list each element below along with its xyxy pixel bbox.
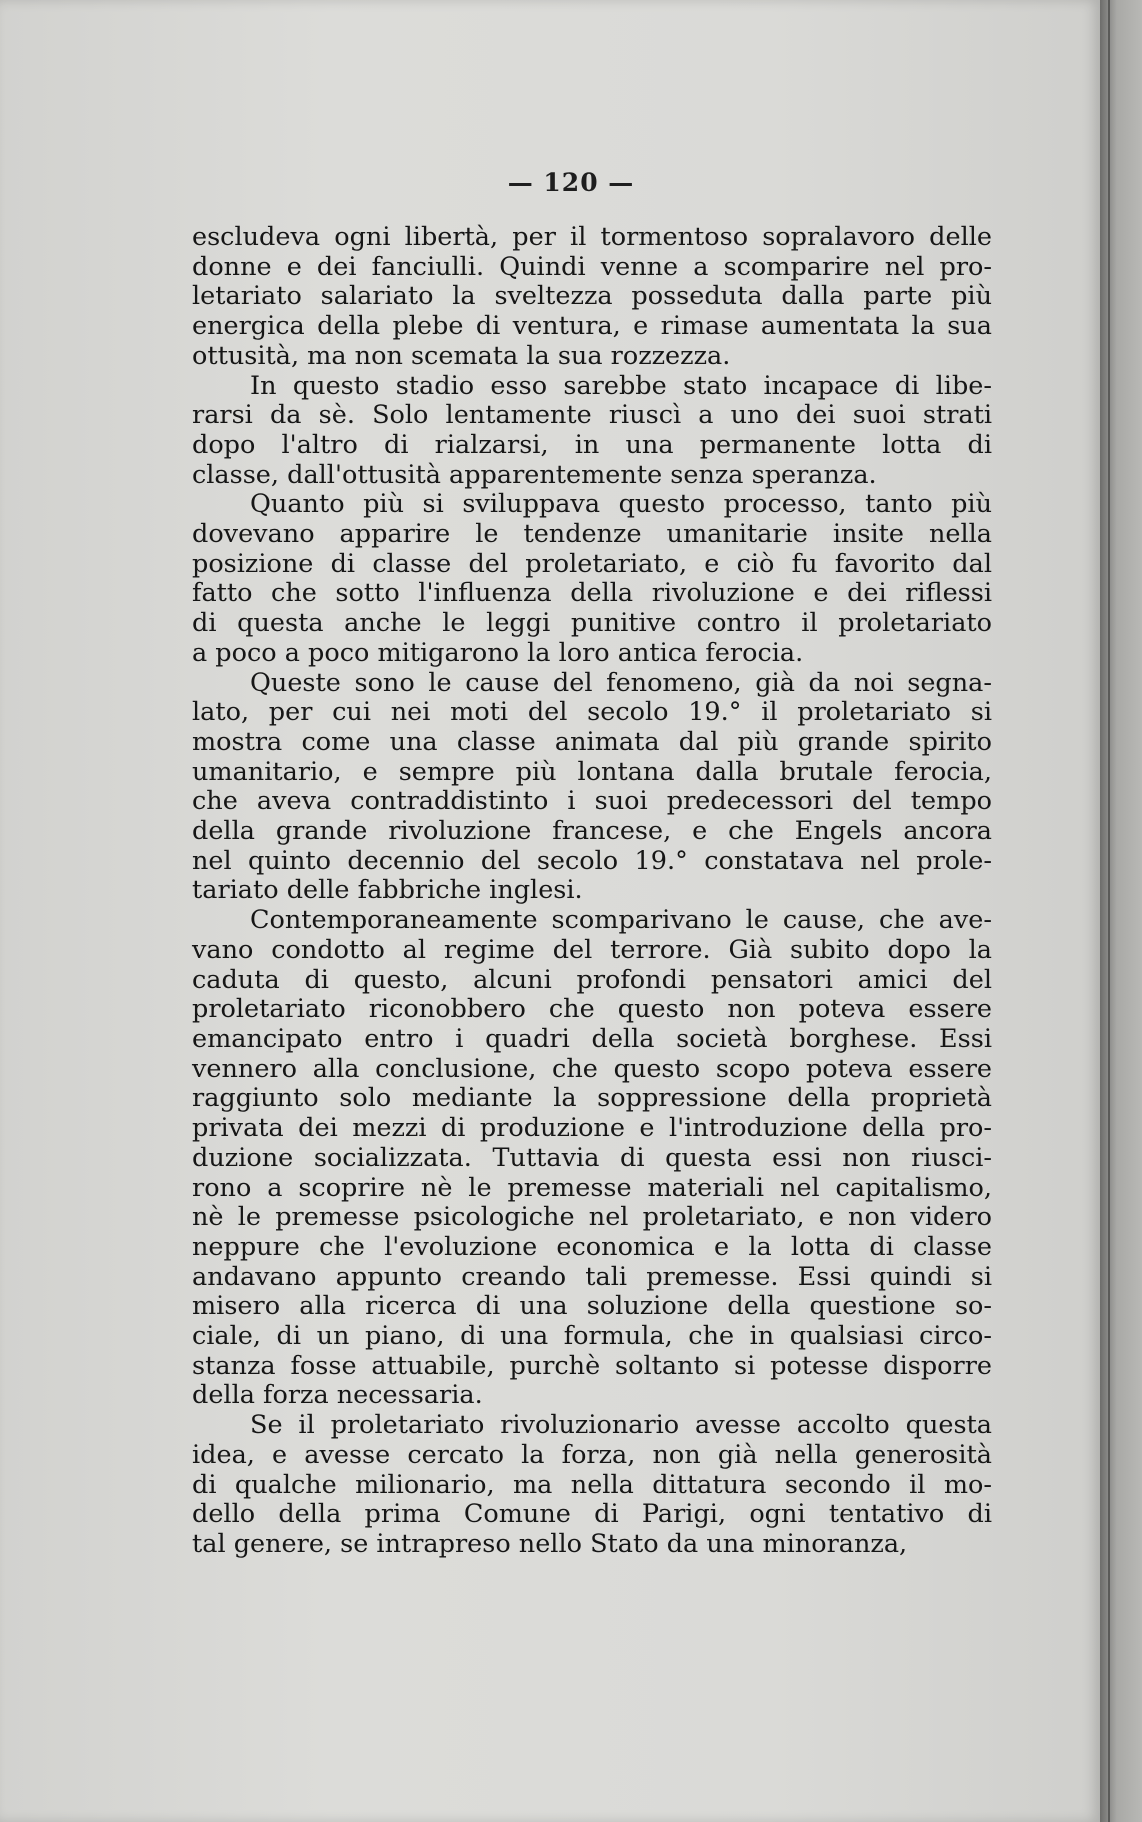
text-line: a poco a poco mitigarono la loro antica ferocia. [192,637,804,668]
text-line: proletariato riconobbero che questo non poteva essere [192,994,992,1025]
text-line: letariato salariato la sveltezza posseduta dalla parte più [192,281,992,312]
text-line: che aveva contraddistinto i suoi predecessori del tempo [192,786,992,817]
text-line: idea, e avesse cercato la forza, non già nella generosità [192,1439,992,1470]
text-line: escludeva ogni libertà, per il tormentoso sopralavoro delle [192,222,992,252]
text-line: della grande rivoluzione francese, e che Engels ancora [192,816,992,847]
text-line: Quanto più si sviluppava questo processo, tanto più [250,489,992,520]
text-line: stanza fosse attuabile, purchè soltanto si potesse disporre [192,1350,992,1381]
text-line: Contemporaneamente scomparivano le cause, che ave- [250,905,992,936]
page-number: — 120 — [507,168,635,197]
text-line: umanitario, e sempre più lontana dalla brutale ferocia, [192,756,992,787]
text-line: donne e dei fanciulli. Quindi venne a scomparire nel pro- [192,251,992,282]
page-edge-line [1108,0,1110,1822]
text-line: tal genere, se intrapreso nello Stato da una minoranza, [192,1528,908,1559]
text-line: fatto che sotto l'influenza della rivoluzione e dei riflessi [192,578,992,609]
paragraph [192,223,992,372]
text-line: rono a scoprire nè le premesse materiali nel capitalismo, [192,1172,992,1203]
text-line: Se il proletariato rivoluzionario avesse accolto questa [250,1410,992,1441]
text-line: rarsi da sè. Solo lentamente riuscì a uno dei suoi strati [192,400,992,431]
text-line: raggiunto solo mediante la soppressione della proprietà [192,1083,992,1114]
text-line: posizione di classe del proletariato, e ciò fu favorito dal [192,548,992,579]
text-line: ciale, di un piano, di una formula, che in qualsiasi circo- [192,1321,992,1352]
body-text [192,223,992,1560]
text-line: Queste sono le cause del fenomeno, già da noi segna- [250,667,992,698]
text-line: caduta di questo, alcuni profondi pensatori amici del [192,964,992,995]
text-line: energica della plebe di ventura, e rimase aumentata la sua [192,311,992,342]
text-line: dovevano apparire le tendenze umanitarie insite nella [192,519,992,550]
text-line: lato, per cui nei moti del secolo 19.° il proletariato si [192,697,992,728]
text-line: della forza necessaria. [192,1380,483,1411]
text-line: vano condotto al regime del terrore. Già subito dopo la [192,934,992,965]
paragraph [192,372,992,491]
page-edge [1100,0,1142,1822]
text-line: nè le premesse psicologiche nel proletariato, e non videro [192,1202,992,1233]
text-line: ottusità, ma non scemata la sua rozzezza. [192,340,731,371]
text-line: vennero alla conclusione, che questo scopo poteva essere [192,1053,992,1084]
text-line: classe, dall'ottusità apparentemente senza speranza. [192,459,877,490]
text-line: misero alla ricerca di una soluzione della questione so- [192,1291,992,1322]
text-line: andavano appunto creando tali premesse. Essi quindi si [192,1261,992,1292]
text-line: di questa anche le leggi punitive contro il proletariato [192,608,992,639]
paragraph [192,1411,992,1560]
text-line: nel quinto decennio del secolo 19.° constatava nel prole- [192,845,992,876]
paragraph [192,906,992,1411]
text-line: duzione socializzata. Tuttavia di questa essi non riusci- [192,1142,992,1173]
text-line: mostra come una classe animata dal più grande spirito [192,726,992,757]
text-line: dello della prima Comune di Parigi, ogni tentativo di [192,1499,992,1530]
text-line: emancipato entro i quadri della società borghese. Essi [192,1023,992,1054]
text-line: dopo l'altro di rialzarsi, in una permanente lotta di [192,429,992,460]
text-line: neppure che l'evoluzione economica e la lotta di classe [192,1231,992,1262]
text-line: di qualche milionario, ma nella dittatura secondo il mo- [192,1469,992,1500]
text-line: tariato delle fabbriche inglesi. [192,875,583,906]
text-line: privata dei mezzi di produzione e l'introduzione della pro- [192,1113,992,1144]
text-line: In questo stadio esso sarebbe stato incapace di libe- [250,370,992,401]
paragraph [192,490,992,668]
paragraph [192,669,992,907]
